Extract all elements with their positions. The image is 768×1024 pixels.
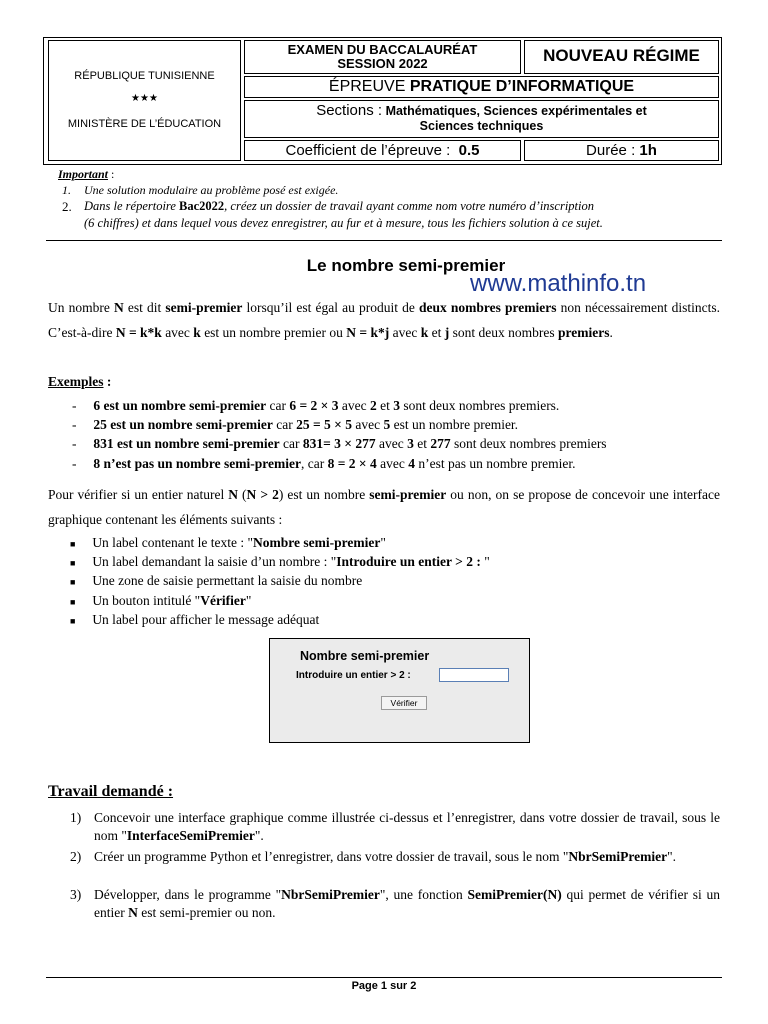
- square-bullet-icon: ■: [70, 597, 76, 607]
- exam-cell: [244, 40, 521, 74]
- list-item: [72, 417, 518, 433]
- task-c: ", une fonction: [379, 887, 468, 902]
- item2-a: Dans le répertoire: [84, 199, 180, 213]
- el-a: Un label contenant le texte : ": [92, 535, 254, 550]
- intro-t3: lorsqu’il est égal au produit de: [242, 300, 419, 315]
- ex-b2: 831= 3 × 277: [302, 436, 376, 451]
- pour-t3: ) est un nombre: [278, 487, 370, 502]
- list-item: [72, 456, 575, 472]
- ex-b2: 6 = 2 × 3: [289, 398, 339, 413]
- elements-list: [70, 535, 720, 635]
- ex-bold: 8 n’est pas un nombre semi-premier: [93, 456, 301, 471]
- gui-number-input[interactable]: [439, 668, 509, 682]
- intro-t1: Un nombre: [48, 300, 114, 315]
- task-1-num: 1): [70, 810, 82, 825]
- ex-t2: avec: [338, 398, 370, 413]
- stars: ★★★: [131, 93, 158, 104]
- pour-t4: ou non, on se propose de concevoir une interface graphique contenant les éléments suivants :: [48, 487, 720, 527]
- ex-t4: sont deux nombres premiers.: [399, 398, 560, 413]
- exam-title: EXAMEN DU BACCALAURÉAT: [287, 42, 478, 57]
- el-b: Vérifier: [200, 593, 246, 608]
- important-colon: :: [108, 167, 115, 181]
- ex-b4: 277: [430, 436, 451, 451]
- page-title: Le nombre semi-premier: [306, 256, 506, 275]
- ex-bold: 831 est un nombre semi-premier: [93, 436, 280, 451]
- list-item: [70, 612, 319, 628]
- square-bullet-icon: ■: [70, 616, 76, 626]
- el-b: Nombre semi-premier: [253, 535, 381, 550]
- important-item-1: Une solution modulaire au problème posé est exigée.: [84, 183, 339, 197]
- item2-b: , créez un dossier de travail ayant comme nom votre numéro d’inscription: [224, 199, 594, 213]
- page-number: Page 1 sur 2: [351, 980, 417, 992]
- gui-title-label: Nombre semi-premier: [300, 649, 430, 663]
- pour-paragraph: [48, 482, 720, 532]
- pour-cond: N > 2: [246, 487, 279, 502]
- square-bullet-icon: ■: [70, 577, 76, 587]
- ex-t1: car: [279, 436, 303, 451]
- important-label: Important: [58, 167, 109, 181]
- important-item-2: [84, 199, 594, 214]
- ex-b2: 25 = 5 × 5: [296, 417, 352, 432]
- task-a: Concevoir une interface graphique comme illustrée ci-dessus et l’enregistrer, dans votre dossier de travail, sous le nom ": [94, 810, 720, 843]
- ex-t2: avec: [375, 436, 408, 451]
- ministere-text: MINISTÈRE DE L’ÉDUCATION: [67, 118, 222, 130]
- pour-n: N: [228, 487, 238, 502]
- ex-b3: 3: [407, 436, 414, 451]
- gui-mockup-window: [269, 638, 530, 743]
- task-c: ".: [667, 849, 676, 864]
- important-item-2-num: 2.: [62, 199, 72, 214]
- duree-value: 1h: [639, 142, 657, 159]
- coef-cell: [244, 140, 521, 161]
- ex-t3: est un nombre premier.: [390, 417, 519, 432]
- exemples-label: Exemples: [48, 374, 104, 389]
- ex-t2: avec: [376, 456, 409, 471]
- list-item: [70, 535, 386, 551]
- important-item-2-line2: (6 chiffres) et dans lequel vous devez enregistrer, au fur et à mesure, tous les fichiers solution à ce sujet.: [84, 216, 603, 230]
- intro-k2: k: [420, 325, 429, 340]
- ex-t1: , car: [301, 456, 328, 471]
- square-bullet-icon: ■: [70, 558, 76, 568]
- intro-t7: avec: [389, 325, 421, 340]
- intro-t9: sont deux nombres: [449, 325, 558, 340]
- travail-heading: Travail demandé :: [48, 783, 174, 800]
- task-e: qui permet de vérifier si un entier: [94, 887, 720, 920]
- footer-divider: [46, 977, 722, 978]
- task-a: Créer un programme Python et l’enregistrer, dans votre dossier de travail, sous le nom ": [94, 849, 569, 864]
- intro-f2: N = k*j: [346, 325, 390, 340]
- ex-bold: 6 est un nombre semi-premier: [93, 398, 267, 413]
- ex-bold: 25 est un nombre semi-premier: [93, 417, 273, 432]
- list-item: [72, 398, 559, 414]
- task-g: est semi-premier ou non.: [137, 905, 276, 920]
- sections-cell: [244, 100, 719, 138]
- task-b: NbrSemiPremier: [281, 887, 380, 902]
- intro-sp: semi-premier: [165, 300, 243, 315]
- ex-t3: et: [413, 436, 431, 451]
- duree-cell: [524, 140, 719, 161]
- intro-paragraph: [48, 295, 720, 345]
- list-item: [70, 554, 490, 570]
- el-a: Un label pour afficher le message adéquat: [92, 612, 320, 627]
- task-d: SemiPremier(N): [467, 887, 562, 902]
- epreuve-prefix: ÉPREUVE: [328, 78, 410, 95]
- sections-line2: Sciences techniques: [419, 119, 544, 133]
- list-item: [70, 573, 362, 589]
- task-3: [94, 886, 720, 922]
- session-text: SESSION 2022: [337, 56, 428, 71]
- important-item-1-num: 1.: [62, 183, 71, 197]
- dash: -: [72, 398, 77, 413]
- ex-t1: car: [266, 398, 290, 413]
- exemples-heading: [48, 374, 111, 390]
- intro-t2: est dit: [123, 300, 166, 315]
- task-f: N: [128, 905, 138, 920]
- intro-t6: est un nombre premier ou: [200, 325, 347, 340]
- intro-t8: et: [428, 325, 445, 340]
- epreuve-cell: [244, 76, 719, 98]
- republique-text: RÉPUBLIQUE TUNISIENNE: [74, 70, 215, 82]
- examples-list: [72, 398, 722, 478]
- task-b: InterfaceSemiPremier: [126, 828, 255, 843]
- coef-label: Coefficient de l’épreuve :: [285, 142, 451, 159]
- square-bullet-icon: ■: [70, 539, 76, 549]
- task-c: ".: [254, 828, 264, 843]
- ex-t3: et: [376, 398, 394, 413]
- gui-prompt-label: Introduire un entier > 2 :: [296, 670, 411, 681]
- exemples-colon: :: [103, 374, 112, 389]
- intro-f1: N = k*k: [115, 325, 162, 340]
- el-c: ": [484, 554, 490, 569]
- el-b: Introduire un entier > 2 :: [336, 554, 485, 569]
- task-1: [94, 809, 720, 845]
- duree-label: Durée :: [586, 142, 636, 159]
- pour-t1: Pour vérifier si un entier naturel: [48, 487, 229, 502]
- ex-t1: car: [272, 417, 297, 432]
- ex-b4: 3: [393, 398, 400, 413]
- intro-t10: .: [609, 325, 613, 340]
- list-item: [72, 436, 607, 452]
- ex-b3: 4: [408, 456, 415, 471]
- intro-pr: premiers: [557, 325, 610, 340]
- el-c: ": [380, 535, 386, 550]
- regime-cell: NOUVEAU RÉGIME: [524, 40, 719, 74]
- item2-bold: Bac2022: [179, 199, 225, 213]
- important-heading: [58, 167, 114, 182]
- task-2: [94, 848, 720, 866]
- pour-sp: semi-premier: [369, 487, 447, 502]
- intro-j: j: [444, 325, 450, 340]
- intro-dn: deux nombres premiers: [418, 300, 557, 315]
- ex-t4: sont deux nombres premiers: [450, 436, 607, 451]
- watermark-link[interactable]: www.mathinfo.tn: [470, 270, 647, 297]
- ex-b3: 5: [383, 417, 391, 432]
- intro-k: k: [193, 325, 201, 340]
- el-a: Un label demandant la saisie d’un nombre : ": [92, 554, 337, 569]
- ex-b3: 2: [369, 398, 377, 413]
- verifier-button[interactable]: Vérifier: [381, 696, 427, 710]
- task-a: Développer, dans le programme ": [94, 887, 282, 902]
- intro-t5: avec: [161, 325, 194, 340]
- ex-t2: avec: [351, 417, 384, 432]
- task-3-num: 3): [70, 887, 82, 902]
- header-divider: [46, 240, 722, 241]
- dash: -: [72, 456, 77, 471]
- task-2-num: 2): [70, 849, 82, 864]
- el-c: ": [245, 593, 252, 608]
- sections-label: Sections :: [316, 102, 383, 119]
- el-a: Un bouton intitulé ": [92, 593, 201, 608]
- ex-b2: 8 = 2 × 4: [327, 456, 377, 471]
- coef-value: 0.5: [458, 142, 480, 159]
- epreuve-main: PRATIQUE D’INFORMATIQUE: [409, 78, 635, 95]
- list-item: [70, 593, 251, 609]
- intro-n: N: [114, 300, 124, 315]
- task-b: NbrSemiPremier: [568, 849, 668, 864]
- dash: -: [72, 436, 77, 451]
- pour-t2: (: [238, 487, 247, 502]
- intro-t4: non nécessairement distincts. C’est-à-dire: [48, 300, 720, 340]
- ministry-cell: [48, 40, 241, 161]
- dash: -: [72, 417, 77, 432]
- ex-t3: n’est pas un nombre premier.: [414, 456, 576, 471]
- el-a: Une zone de saisie permettant la saisie du nombre: [92, 573, 363, 588]
- sections-line1: Mathématiques, Sciences expérimentales et: [385, 104, 647, 118]
